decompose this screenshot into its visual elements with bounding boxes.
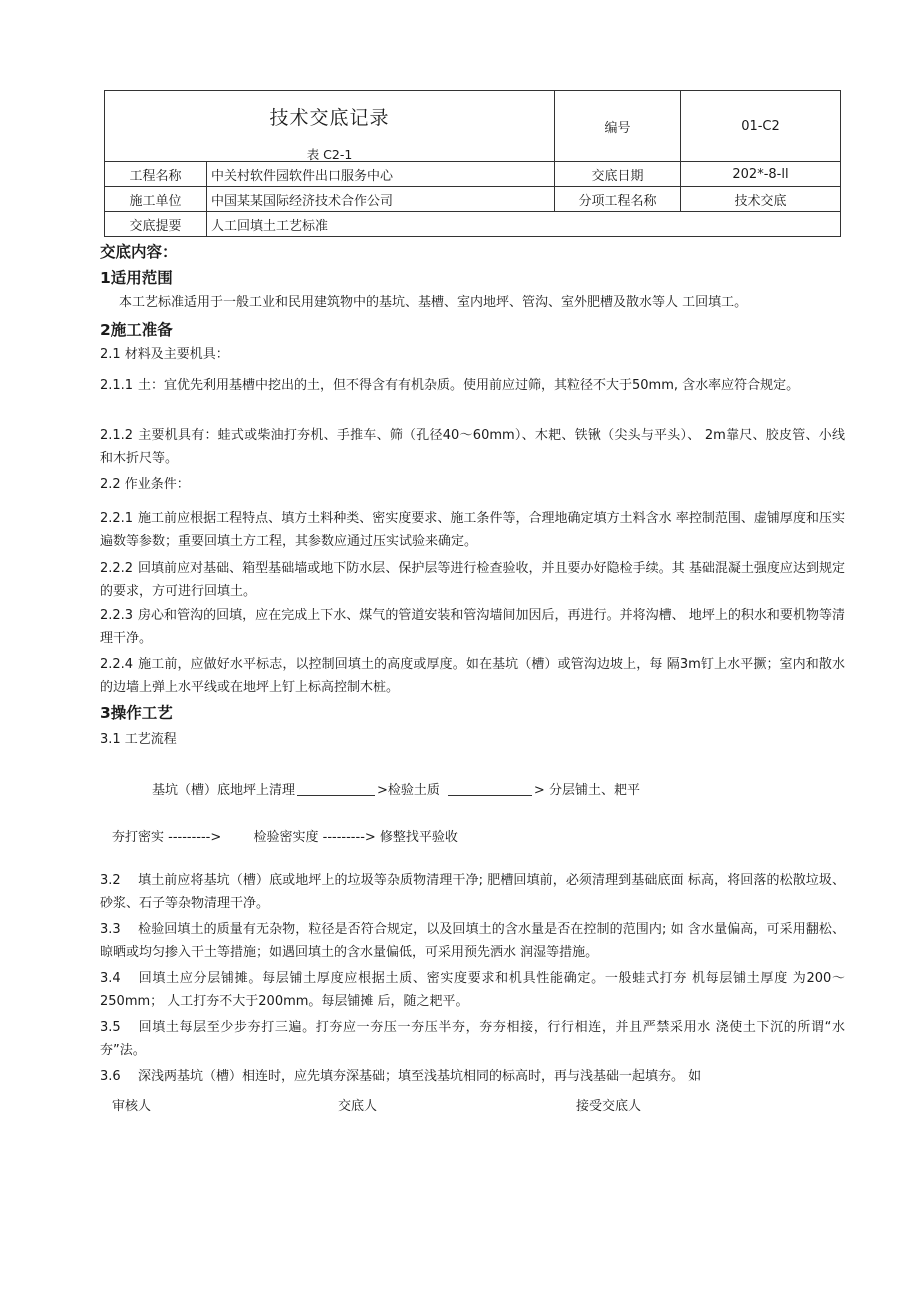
section-3-5	[100, 1016, 845, 1062]
number-value: 01-C2	[681, 91, 841, 162]
flow-connector-line	[297, 785, 375, 796]
section-2-2-1-text: 施工前应根据工程特点、填方土料种类、密实度要求、施工条件等，合理地确定填方土料含水 率控制范围、虚铺厚度和压实遍数等参数；重要回填土方工程，其参数应通过压实试验来确定。	[100, 511, 845, 549]
subproject-label: 分项工程名称	[555, 187, 681, 212]
section-2-2-2	[100, 557, 845, 603]
contractor-value: 中国某某国际经济技术合作公司	[207, 187, 555, 212]
title-cell	[105, 91, 555, 162]
document-title: 技术交底记录	[269, 107, 390, 129]
section-3-4-text: 回填土应分层铺摊。每层铺土厚度应根据土质、密实度要求和机具性能确定。一般蛙式打夯 机每层铺土厚度 为200～250mm； 人工打夯不大于200mm。每层铺摊 后，随之耙平。	[100, 971, 845, 1009]
section-2-2-3	[100, 604, 845, 650]
section-3-title: 3操作工艺	[100, 704, 173, 722]
section-1-text: 本工艺标准适用于一般工业和民用建筑物中的基坑、基槽、室内地坪、管沟、室外肥槽及散水等人 工回填工。	[119, 295, 748, 310]
section-3-5-text: 回填土每层至少步夯打三遍。打夯应一夯压一夯压半夯，夯夯相接，行行相连，并且严禁采用水 浇使土下沉的所谓“水夯”法。	[100, 1020, 845, 1058]
section-3-3-text: 检验回填土的质量有无杂物，粒径是否符合规定，以及回填土的含水量是否在控制的范围内; 如 含水量偏高，可采用翻松、晾晒或均匀掺入干土等措施；如遇回填土的含水量偏低，可采用预先洒水 润湿等措施。	[100, 922, 845, 960]
section-2-1-1	[100, 374, 845, 397]
section-2-2-3-text: 房心和管沟的回填，应在完成上下水、煤气的管道安装和管沟墙间加因后，再进行。并将沟槽、 地坪上的积水和要机物等清理干净。	[100, 608, 845, 646]
section-2-2-3-number: 2.2.3	[100, 608, 134, 623]
reviewer-label: 审核人	[112, 1099, 152, 1114]
section-3-1: 3.1 工艺流程	[100, 732, 177, 747]
date-value: 202*-8-ll	[681, 162, 841, 187]
section-2-2-2-number: 2.2.2	[100, 561, 134, 576]
section-3-3-number: 3.3	[100, 922, 121, 937]
section-2-2-4-number: 2.2.4	[100, 657, 134, 672]
section-2-1: 2.1 材料及主要机具：	[100, 347, 229, 362]
section-3-2-text: 填土前应将基坑（槽）底或地坪上的垃圾等杂质物清理干净; 肥槽回填前，必须清理到基础底面 标高，将回落的松散垃圾、砂浆、石子等杂物清理干净。	[100, 873, 845, 911]
section-3-2	[100, 869, 845, 915]
header-table	[104, 90, 841, 237]
section-3-4	[100, 967, 845, 1013]
section-2-1-2	[100, 424, 845, 470]
section-2-2-2-text: 回填前应对基础、箱型基础墙或地下防水层、保护层等进行检查验收，并且要办好隐检手续。其 基础混凝土强度应达到规定的要求，方可进行回填土。	[100, 561, 845, 599]
section-3-3	[100, 918, 845, 964]
summary-value: 人工回填土工艺标准	[207, 212, 841, 237]
section-2-2-1	[100, 507, 845, 553]
section-2-2-4	[100, 653, 845, 699]
number-label: 编号	[555, 91, 681, 162]
section-2-1-1-text: 土：宜优先利用基槽中挖出的土，但不得含有有机杂质。使用前应过筛，其粒径不大于50mm, 含水率应符合规定。	[138, 378, 800, 393]
section-2-2-1-number: 2.2.1	[100, 511, 134, 526]
section-3-2-number: 3.2	[100, 873, 121, 888]
section-3-4-number: 3.4	[100, 971, 121, 986]
flow-step-clean: 基坑（槽）底地坪上清理	[152, 783, 296, 798]
flow-step-compact: 夯打密实 --------->	[112, 830, 222, 845]
section-3-6	[100, 1065, 845, 1088]
summary-label: 交底提要	[105, 212, 207, 237]
section-3-6-number: 3.6	[100, 1069, 121, 1084]
flow-connector-line	[448, 785, 532, 796]
contractor-label: 施工单位	[105, 187, 207, 212]
section-1-title: 1适用范围	[100, 269, 173, 287]
flow-step-inspect-soil: >检验土质	[377, 783, 440, 798]
section-2-2: 2.2 作业条件：	[100, 477, 190, 492]
project-name-value: 中关村软件园软件出口服务中心	[207, 162, 555, 187]
subproject-value: 技术交底	[681, 187, 841, 212]
receiver-label: 接受交底人	[576, 1099, 642, 1114]
section-3-5-number: 3.5	[100, 1020, 121, 1035]
section-2-title: 2施工准备	[100, 321, 173, 339]
section-2-1-2-number: 2.1.2	[100, 428, 134, 443]
section-2-1-2-text: 主要机具有：蛙式或柴油打夯机、手推车、筛（孔径40～60mm）、木耙、铁锹（尖头与平头）、 2m靠尺、胶皮管、小线和木折尺等。	[100, 428, 845, 466]
form-code: 表 C2-1	[306, 147, 353, 162]
section-2-2-4-text: 施工前，应做好水平标志，以控制回填土的高度或厚度。如在基坑（槽）或管沟边坡上，每 隔3m钉上水平撅；室内和散水的边墙上弹上水平线或在地坪上钉上标高控制木桩。	[100, 657, 845, 695]
date-label: 交底日期	[555, 162, 681, 187]
flow-step-density-check: 检验密实度 --------->	[253, 830, 376, 845]
process-flow-line-1	[152, 779, 640, 798]
flow-step-layer: > 分层铺土、耙平	[533, 783, 640, 798]
flow-step-finish: 修整找平验收	[379, 830, 458, 845]
discloser-label: 交底人	[338, 1099, 378, 1114]
content-label: 交底内容：	[100, 243, 178, 261]
process-flow-line-2	[112, 826, 458, 845]
section-3-6-text: 深浅两基坑（槽）相连时，应先填夯深基础；填至浅基坑相同的标高时，再与浅基础一起填夯。 如	[138, 1069, 702, 1084]
section-2-1-1-number: 2.1.1	[100, 378, 134, 393]
project-name-label: 工程名称	[105, 162, 207, 187]
